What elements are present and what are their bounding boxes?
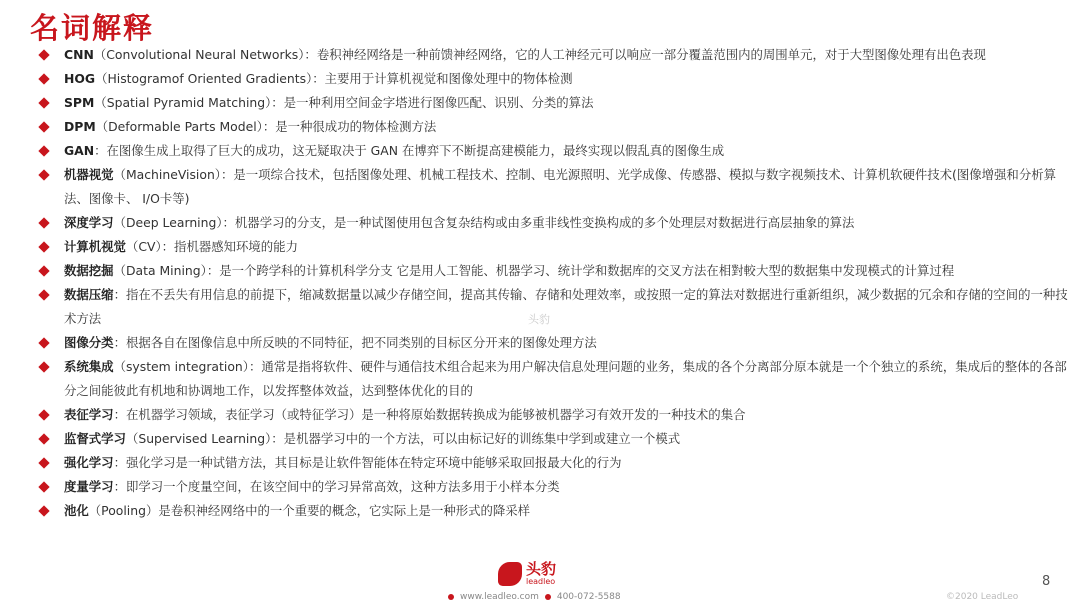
footer-contact [448,592,621,602]
diamond-bullet-icon [38,49,49,60]
term-description: （Supervised Learning）：是机器学习中的一个方法，可以由标记好的训练集中学到或建立一个模式 [125,431,681,446]
item-text [64,427,1068,451]
diamond-bullet-icon [38,121,49,132]
diamond-bullet-icon [38,241,49,252]
term-label: 监督式学习 [64,431,126,446]
list-item [38,211,1068,235]
term-description: ：强化学习是一种试错方法，其目标是让软件智能体在特定环境中能够采取回报最大化的行为 [113,455,622,470]
term-description: ：在图像生成上取得了巨大的成功，这无疑取决于 GAN 在博弈下不断提高建模能力，最终实现以假乱真的图像生成 [94,143,725,158]
item-text [64,163,1068,211]
phone-number: 400-072-5588 [556,592,621,602]
item-text [64,43,1068,67]
term-description: （system integration）：通常是指将软件、硬件与通信技术组合起来为用户解决信息处理问题的业务，集成的各个分离部分原本就是一个个独立的系统，集成后的整体的各部分之间能彼此有机地和协调地工作，以发挥整体效益，达到整体优化的目的 [64,359,1067,398]
item-text [64,283,1068,331]
diamond-bullet-icon [38,289,49,300]
term-description: （Convolutional Neural Networks）：卷积神经网络是一种前馈神经网络，它的人工神经元可以响应一部分覆盖范围内的周围单元，对于大型图像处理有出色表现 [93,47,986,62]
copyright: ©2020 LeadLeo [946,592,1019,602]
item-text [64,331,1068,355]
list-item [38,475,1068,499]
term-description: ：在机器学习领域，表征学习（或特征学习）是一种将原始数据转换成为能够被机器学习有效开发的一种技术的集合 [113,407,746,422]
diamond-bullet-icon [38,337,49,348]
item-text [64,139,1068,163]
item-text [64,115,1068,139]
diamond-bullet-icon [38,481,49,492]
list-item [38,403,1068,427]
term-description: ：根据各自在图像信息中所反映的不同特征，把不同类别的目标区分开来的图像处理方法 [113,335,597,350]
logo-text: 头豹 [526,560,557,578]
page-number: 8 [1042,574,1051,589]
term-label: 计算机视觉 [64,239,126,254]
term-description: （CV）：指机器感知环境的能力 [125,239,298,254]
item-text [64,91,1068,115]
diamond-bullet-icon [38,505,49,516]
website-link[interactable]: www.leadleo.com [460,592,539,602]
term-label: 表征学习 [64,407,114,422]
list-item [38,451,1068,475]
term-description: （Spatial Pyramid Matching）：是一种利用空间金字塔进行图像匹配、识别、分类的算法 [94,95,594,110]
list-item [38,235,1068,259]
item-text [64,355,1068,403]
term-description: （Pooling）是卷积神经网络中的一个重要的概念，它实际上是一种形式的降采样 [88,503,531,518]
term-description: ：即学习一个度量空间，在该空间中的学习异常高效，这种方法多用于小样本分类 [113,479,560,494]
item-text [64,235,1068,259]
list-item [38,355,1068,403]
term-label: GAN [64,143,95,158]
diamond-bullet-icon [38,145,49,156]
term-label: 数据压缩 [64,287,114,302]
item-text [64,403,1068,427]
diamond-bullet-icon [38,361,49,372]
watermark-text: 头豹 [528,313,550,326]
term-label: DPM [64,119,96,134]
list-item [38,427,1068,451]
term-label: 系统集成 [64,359,114,374]
term-description: （Deformable Parts Model）：是一种很成功的物体检测方法 [95,119,437,134]
phone-icon [545,594,551,600]
term-label: 机器视觉 [64,167,114,182]
list-item [38,115,1068,139]
item-text [64,67,1068,91]
diamond-bullet-icon [38,457,49,468]
diamond-bullet-icon [38,217,49,228]
list-item [38,259,1068,283]
term-label: SPM [64,95,95,110]
page-title: 名词解释 [30,11,155,45]
list-item [38,91,1068,115]
logo-subtext: leadleo [526,577,556,586]
item-text [64,259,1068,283]
list-item [38,43,1068,67]
term-label: 数据挖掘 [64,263,114,278]
list-item [38,139,1068,163]
diamond-bullet-icon [38,169,49,180]
globe-icon [448,594,454,600]
term-label: 池化 [64,503,89,518]
list-item [38,499,1068,523]
diamond-bullet-icon [38,433,49,444]
term-label: 强化学习 [64,455,114,470]
glossary-list [38,43,1068,523]
term-label: 图像分类 [64,335,114,350]
term-label: CNN [64,47,94,62]
item-text [64,211,1068,235]
footer-logo [498,562,556,586]
term-description: （Deep Learning）：机器学习的分支，是一种试图使用包含复杂结构或由多重非线性变换构成的多个处理层对数据进行高层抽象的算法 [113,215,855,230]
diamond-bullet-icon [38,265,49,276]
term-label: 深度学习 [64,215,114,230]
term-label: 度量学习 [64,479,114,494]
list-item [38,67,1068,91]
diamond-bullet-icon [38,73,49,84]
term-description: ：指在不丢失有用信息的前提下，缩减数据量以减少存储空间，提高其传输、存储和处理效率，或按照一定的算法对数据进行重新组织，减少数据的冗余和存储的空间的一种技术方法 [64,287,1068,326]
item-text [64,451,1068,475]
term-label: HOG [64,71,96,86]
term-description: （Histogramof Oriented Gradients）：主要用于计算机视觉和图像处理中的物体检测 [95,71,573,86]
list-item [38,331,1068,355]
diamond-bullet-icon [38,97,49,108]
list-item [38,283,1068,331]
leopard-logo-icon [498,562,522,586]
term-description: （Data Mining）：是一个跨学科的计算机科学分支 它是用人工智能、机器学习、统计学和数据库的交叉方法在相對較大型的数据集中发现模式的计算过程 [113,263,955,278]
diamond-bullet-icon [38,409,49,420]
item-text [64,499,1068,523]
list-item [38,163,1068,211]
item-text [64,475,1068,499]
term-description: （MachineVision）：是一项综合技术，包括图像处理、机械工程技术、控制、电光源照明、光学成像、传感器、模拟与数字视频技术、计算机软硬件技术(图像增强和分析算法、图像卡、 I/O卡等) [64,167,1056,206]
